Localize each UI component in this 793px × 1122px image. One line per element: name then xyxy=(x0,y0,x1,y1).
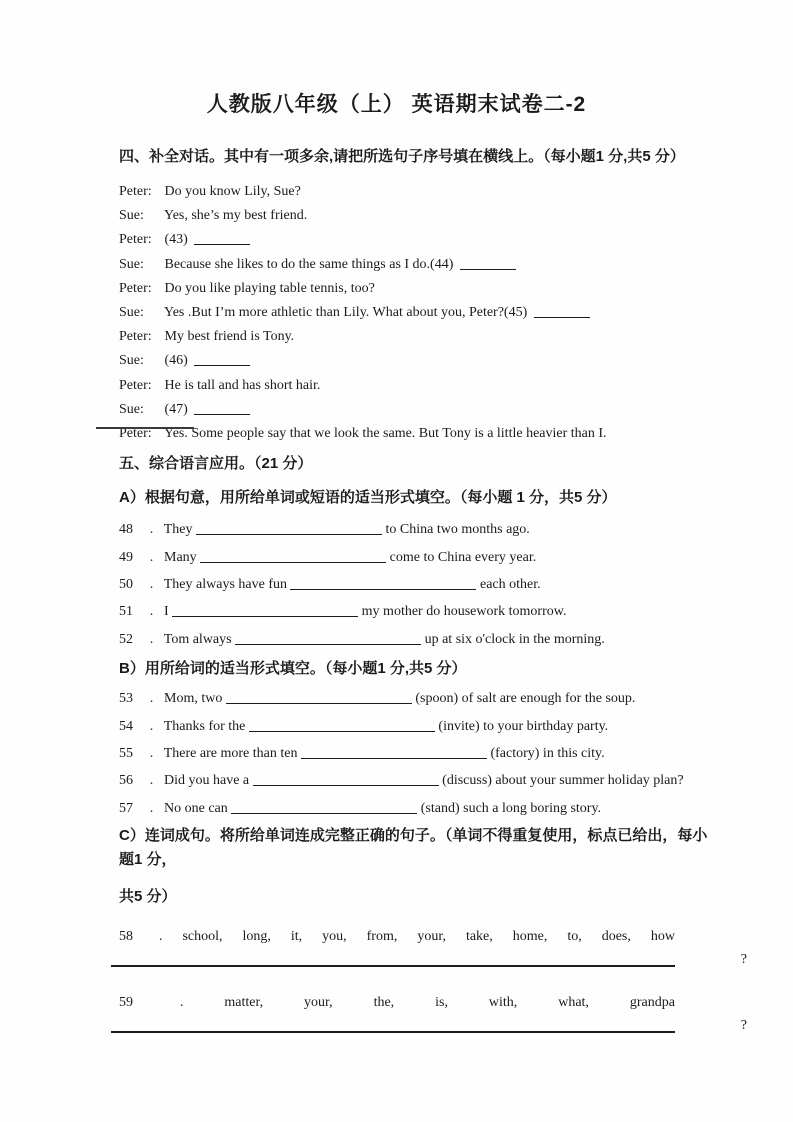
dialogue-text: Yes .But I’m more athletic than Lily. What about you, Peter?(45) xyxy=(163,305,528,321)
question-text-before-blank: They always have fun xyxy=(163,577,287,593)
answer-blank xyxy=(231,810,417,814)
question-text-before-blank: They xyxy=(163,522,193,538)
scramble-answer-row xyxy=(119,1019,749,1033)
question-item xyxy=(119,544,679,571)
answer-blank xyxy=(194,241,250,245)
dialogue-line xyxy=(119,204,679,228)
question-number-dot: . xyxy=(149,800,154,816)
question-number-dot: . xyxy=(149,549,154,565)
question-number-dot: . xyxy=(179,995,184,1011)
question-text-before-blank: Thanks for the xyxy=(163,718,246,734)
answer-blank xyxy=(226,700,412,704)
question-number-dot: . xyxy=(149,773,154,789)
question-item xyxy=(119,516,679,543)
speaker-label: Peter: xyxy=(119,184,152,199)
question-number: 52 xyxy=(119,631,133,647)
word-token: it, xyxy=(290,929,303,945)
word-token: the, xyxy=(373,995,395,1011)
question-number: 58 xyxy=(119,929,133,945)
question-number: 51 xyxy=(119,604,133,620)
word-token: home, xyxy=(512,929,548,945)
dialogue-text: Because she likes to do the same things as I do.(44) xyxy=(164,256,454,272)
word-token: how xyxy=(650,929,675,945)
dialogue-text: My best friend is Tony. xyxy=(164,329,295,345)
dialogue-text: He is tall and has short hair. xyxy=(164,377,321,393)
question-item xyxy=(119,598,679,625)
speaker-label: Sue: xyxy=(119,401,144,417)
question-item xyxy=(119,626,679,653)
question-text-after-blank: come to China every year. xyxy=(389,549,537,565)
dialogue-block xyxy=(119,180,679,446)
question-number-dot: . xyxy=(158,929,163,945)
answer-blank xyxy=(460,266,516,270)
dialogue-text: Yes, she’s my best friend. xyxy=(163,208,308,224)
question-number: 59 xyxy=(119,995,133,1011)
question-text-after-blank: each other. xyxy=(479,577,541,593)
question-item xyxy=(119,795,679,822)
dialogue-line xyxy=(119,374,679,398)
speaker-label: Sue: xyxy=(119,256,144,272)
dialogue-line xyxy=(119,325,679,349)
question-text-before-blank: I xyxy=(164,604,169,620)
scramble-words-row xyxy=(119,927,675,947)
word-token: you, xyxy=(322,929,347,945)
word-token: is, xyxy=(435,995,448,1011)
dialogue-line xyxy=(119,180,679,204)
question-number-dot: . xyxy=(149,691,154,707)
part-b-heading: B）用所给词的适当形式填空。（每小题1 分,共5 分） xyxy=(119,660,467,678)
sentence-scramble-item xyxy=(119,993,747,1034)
question-text-before-blank: There are more than ten xyxy=(163,746,298,762)
speaker-label: Sue: xyxy=(119,305,144,321)
dialogue-text: Yes. Some people say that we look the same. But Tony is a little heavier than I. xyxy=(163,426,607,442)
speaker-label: Peter: xyxy=(119,329,152,345)
speaker-label: Peter: xyxy=(119,377,152,393)
page-content xyxy=(119,146,747,1034)
word-token: with, xyxy=(488,995,518,1011)
dialogue-text: (43) xyxy=(164,232,188,248)
question-number: 49 xyxy=(119,549,133,565)
question-text-before-blank: Mom, two xyxy=(164,691,223,707)
scramble-words-row xyxy=(119,993,675,1013)
word-token: to, xyxy=(567,929,582,945)
word-token: grandpa xyxy=(629,995,675,1011)
question-number: 56 xyxy=(119,773,133,789)
question-text-before-blank: Did you have a xyxy=(164,773,250,789)
dialogue-line xyxy=(119,422,679,446)
question-text-after-blank: (stand) such a long boring story. xyxy=(420,800,602,816)
word-token: your, xyxy=(304,995,333,1011)
question-text-before-blank: Many xyxy=(164,549,197,565)
dialogue-line xyxy=(119,301,679,325)
question-text-after-blank: (invite) to your birthday party. xyxy=(438,718,609,734)
speaker-label: Peter: xyxy=(119,426,152,442)
question-text-after-blank: up at six o'clock in the morning. xyxy=(424,631,605,647)
question-number: 55 xyxy=(119,746,133,762)
dialogue-text: (47) xyxy=(164,401,188,417)
speaker-label: Peter: xyxy=(119,232,152,248)
word-token: what, xyxy=(558,995,589,1011)
answer-blank xyxy=(249,728,435,732)
part-a-questions xyxy=(119,516,679,653)
question-number: 54 xyxy=(119,718,133,734)
dialogue-text: Do you know Lily, Sue? xyxy=(164,184,301,199)
part-c-questions xyxy=(119,927,747,1034)
dialogue-line xyxy=(119,253,679,277)
part-a-heading: A）根据句意，用所给单词或短语的适当形式填空。（每小题 1 分，共5 分） xyxy=(119,489,617,507)
scan-artifact-line xyxy=(96,427,194,429)
question-number: 57 xyxy=(119,800,133,816)
question-number-dot: . xyxy=(149,577,154,593)
dialogue-text: (46) xyxy=(164,353,188,369)
answer-blank xyxy=(253,782,439,786)
part-b-questions xyxy=(119,685,684,822)
page-title: 人教版八年级（上） 英语期末试卷二-2 xyxy=(206,93,587,116)
scramble-answer-row xyxy=(119,953,749,967)
answer-blank-line xyxy=(111,951,675,967)
question-number: 50 xyxy=(119,577,133,593)
part-c-heading-line1: C）连词成句。将所给单词连成完整正确的句子。（单词不得重复使用，标点已给出，每小 xyxy=(119,827,708,845)
question-number-dot: . xyxy=(149,604,154,620)
dialogue-line xyxy=(119,398,679,422)
word-token: school, xyxy=(182,929,223,945)
answer-blank xyxy=(196,531,382,535)
question-item xyxy=(119,713,679,740)
word-token: long, xyxy=(242,929,271,945)
question-item xyxy=(119,685,679,712)
answer-blank xyxy=(172,613,358,617)
question-text-after-blank: (factory) in this city. xyxy=(490,746,605,762)
question-text-after-blank: to China two months ago. xyxy=(385,522,530,538)
question-number-dot: . xyxy=(149,718,154,734)
word-token: your, xyxy=(417,929,446,945)
sentence-scramble-item xyxy=(119,927,747,968)
question-number-dot: . xyxy=(149,746,154,762)
dialogue-line xyxy=(119,349,679,373)
question-text-after-blank: my mother do housework tomorrow. xyxy=(361,604,567,620)
answer-blank xyxy=(290,586,476,590)
question-mark: ? xyxy=(740,952,747,968)
part-c-heading-line2: 题1 分， xyxy=(119,851,177,869)
word-token: does, xyxy=(601,929,631,945)
answer-blank xyxy=(194,362,250,366)
question-text-after-blank: (discuss) about your summer holiday plan? xyxy=(442,773,684,789)
answer-blank xyxy=(194,411,250,415)
question-number: 53 xyxy=(119,691,133,707)
speaker-label: Sue: xyxy=(119,353,144,369)
dialogue-line xyxy=(119,228,679,252)
speaker-label: Sue: xyxy=(119,208,144,224)
answer-blank xyxy=(235,641,421,645)
question-item xyxy=(119,571,679,598)
answer-blank xyxy=(301,755,487,759)
question-mark: ? xyxy=(740,1018,747,1034)
question-item xyxy=(119,767,684,794)
section-four-heading: 四、补全对话。其中有一项多余,请把所选句子序号填在横线上。（每小题1 分,共5 分） xyxy=(119,148,685,165)
word-token: matter, xyxy=(224,995,264,1011)
question-number-dot: . xyxy=(149,631,154,647)
speaker-label: Peter: xyxy=(119,280,152,296)
dialogue-text: Do you like playing table tennis, too? xyxy=(164,280,375,296)
question-text-before-blank: No one can xyxy=(164,800,228,816)
question-text-after-blank: (spoon) of salt are enough for the soup. xyxy=(415,691,636,707)
answer-blank xyxy=(534,314,590,318)
answer-blank-line xyxy=(111,1017,675,1033)
answer-blank xyxy=(200,559,386,563)
section-five-heading: 五、综合语言应用。（21 分） xyxy=(119,455,313,473)
question-item xyxy=(119,740,679,767)
part-c-heading-line3: 共5 分） xyxy=(119,888,177,906)
question-number: 48 xyxy=(119,522,133,538)
question-number-dot: . xyxy=(149,522,154,538)
dialogue-line xyxy=(119,277,679,301)
word-token: take, xyxy=(465,929,493,945)
question-text-before-blank: Tom always xyxy=(163,631,232,647)
word-token: from, xyxy=(366,929,398,945)
